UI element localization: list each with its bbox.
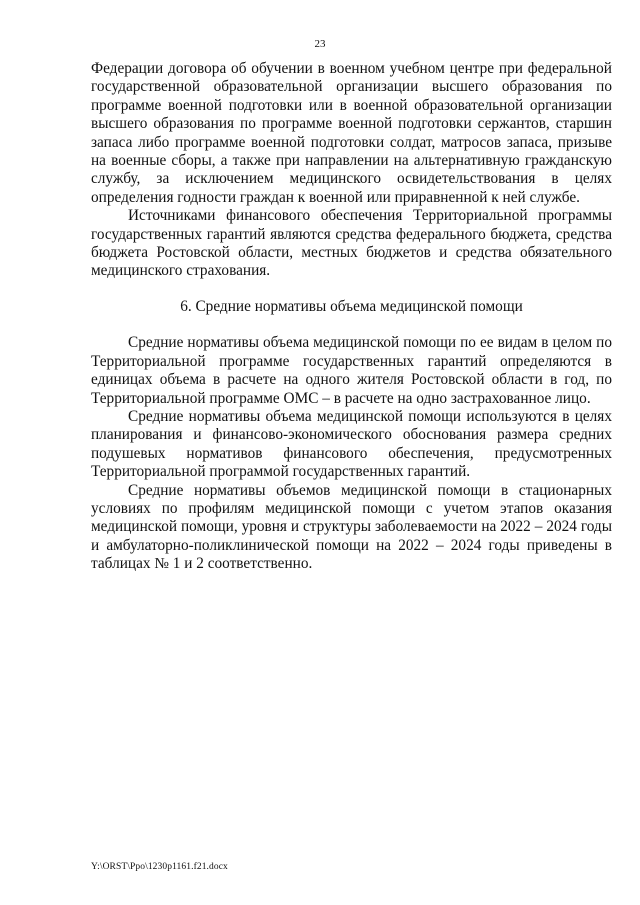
document-body [91, 60, 612, 574]
footer-file-path: Y:\ORST\Ppo\1230p1161.f21.docx [91, 862, 228, 872]
paragraph-funding-sources: Источниками финансового обеспечения Территориальной программы государственных гарантий являются средства федерального бюджета, средства бюджета Ростовской области, местных бюджетов и средства обязательного медицинского страхования. [91, 207, 612, 280]
page-number: 23 [314, 38, 326, 50]
paragraph-norms-usage: Средние нормативы объема медицинской помощи используются в целях планирования и финансово-экономического обоснования размера средних подушевых нормативов финансового обеспечения, предусмотренных Территориальной программой государственных гарантий. [91, 407, 612, 481]
paragraph-military-training: Федерации договора об обучении в военном учебном центре при федеральной государственной образовательной организации высшего образования по программе военной подготовки или в военной образовательной организации высшего образования по программе военной подготовки сержантов, старшин запаса либо программе военной подготовки солдат, матросов запаса, призыве на военные сборы, а также при направлении на альтернативную гражданскую службу, за исключением медицинского освидетельствования в целях определения годности граждан к военной или приравненной к ней службе. [91, 60, 612, 206]
paragraph-inpatient-norms: Средние нормативы объемов медицинской помощи в стационарных условиях по профилям медицинской помощи с учетом этапов оказания медицинской помощи, уровня и структуры заболеваемости на 2022 – 2024 годы и амбулаторно-поликлинической помощи на 2022 – 2024 годы приведены в таблицах № 1 и 2 соответственно. [91, 481, 612, 573]
paragraph-volume-norms: Средние нормативы объема медицинской помощи по ее видам в целом по Территориальной программе государственных гарантий определяются в единицах объема в расчете на одного жителя Ростовской области в год, по Территориальной программе ОМС – в расчете на одно застрахованное лицо. [91, 334, 612, 407]
section-heading: 6. Средние нормативы объема медицинской помощи [180, 297, 523, 315]
